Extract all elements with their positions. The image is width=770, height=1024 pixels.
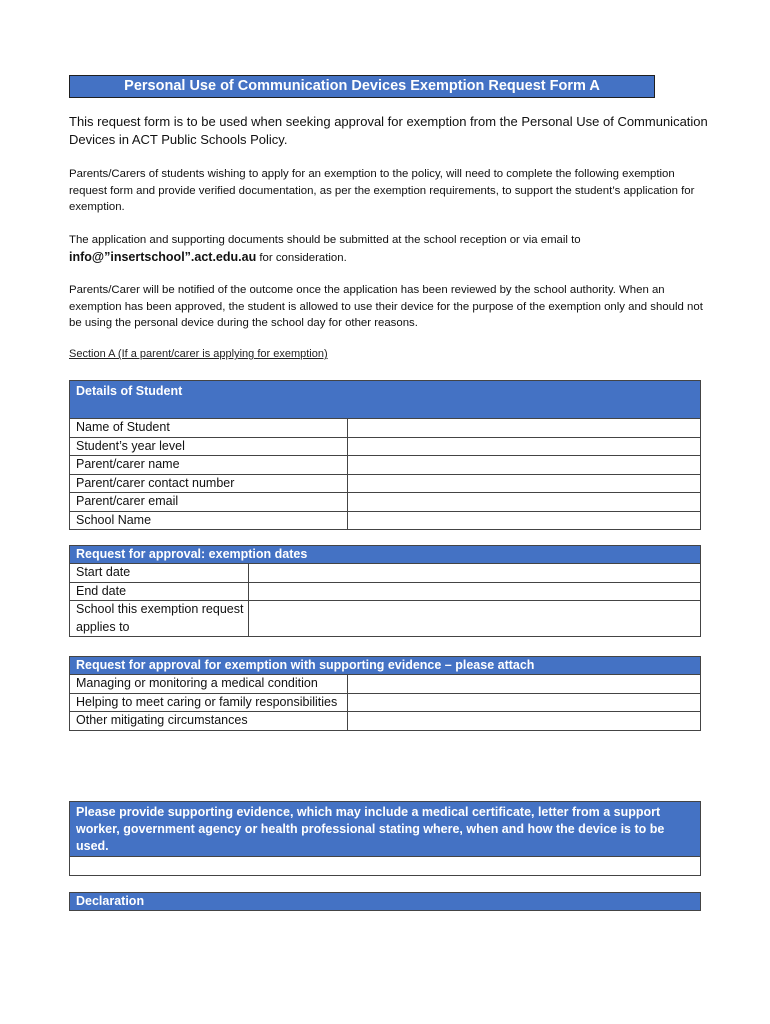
- section-a-heading: Section A (If a parent/carer is applying for exemption): [69, 348, 328, 360]
- submit-text-end: for consideration.: [256, 251, 347, 264]
- school-name-input[interactable]: [348, 511, 701, 530]
- table-row: [70, 419, 701, 438]
- evidence-header: Request for approval for exemption with supporting evidence – please attach: [70, 657, 701, 675]
- school-exemption-input[interactable]: [249, 601, 701, 637]
- caring-responsibilities-input[interactable]: [348, 693, 701, 712]
- field-label: Parent/carer contact number: [70, 474, 348, 493]
- field-label: End date: [70, 582, 249, 601]
- year-level-input[interactable]: [348, 437, 701, 456]
- parents-paragraph: Parents/Carers of students wishing to apply for an exemption to the policy, will need to complete the following exemption request form and provide verified documentation, as per the exemption requirements, to support the student’s application for exemption.: [69, 168, 695, 213]
- supporting-evidence-table: [69, 801, 701, 876]
- page-title: Personal Use of Communication Devices Exemption Request Form A: [69, 75, 655, 98]
- table-row: [70, 582, 701, 601]
- field-label: Managing or monitoring a medical condition: [70, 675, 348, 694]
- student-name-input[interactable]: [348, 419, 701, 438]
- field-label: Other mitigating circumstances: [70, 712, 348, 731]
- student-details-table: [69, 380, 701, 530]
- declaration-header: Declaration: [70, 893, 701, 911]
- table-row: [70, 493, 701, 512]
- submit-email: info@”insertschool”.act.edu.au: [69, 249, 257, 264]
- parent-name-input[interactable]: [348, 456, 701, 475]
- student-details-header: Details of Student: [70, 381, 701, 419]
- exemption-dates-header: Request for approval: exemption dates: [70, 546, 701, 564]
- table-row: [70, 474, 701, 493]
- end-date-input[interactable]: [249, 582, 701, 601]
- table-row: [70, 675, 701, 694]
- table-row: [70, 712, 701, 731]
- other-circumstances-input[interactable]: [348, 712, 701, 731]
- notify-paragraph: Parents/Carer will be notified of the outcome once the application has been reviewed by the school authority. When an exemption has been approved, the student is allowed to use their device for the purpose of the exemption only and should not be using the personal device during the school day for other reasons.: [69, 284, 703, 329]
- submit-text: The application and supporting documents should be submitted at the school reception or via email to: [69, 234, 581, 246]
- supporting-evidence-header: Please provide supporting evidence, which may include a medical certificate, letter from a support worker, government agency or health professional stating where, when and how the device is to be used.: [70, 802, 701, 857]
- parent-email-input[interactable]: [348, 493, 701, 512]
- table-row: [70, 437, 701, 456]
- field-label: Parent/carer email: [70, 493, 348, 512]
- exemption-dates-table: [69, 545, 701, 637]
- field-label: Helping to meet caring or family responsibilities: [70, 693, 348, 712]
- field-label: Name of Student: [70, 419, 348, 438]
- declaration-table: [69, 892, 701, 911]
- intro-paragraph: This request form is to be used when seeking approval for exemption from the Personal Use of Communication Devices in ACT Public Schools Policy.: [69, 114, 708, 147]
- start-date-input[interactable]: [249, 564, 701, 583]
- field-label: School Name: [70, 511, 348, 530]
- field-label: Student’s year level: [70, 437, 348, 456]
- field-label: Parent/carer name: [70, 456, 348, 475]
- medical-condition-input[interactable]: [348, 675, 701, 694]
- contact-number-input[interactable]: [348, 474, 701, 493]
- table-row: [70, 564, 701, 583]
- table-row: [70, 601, 701, 637]
- table-row: [70, 511, 701, 530]
- evidence-table: [69, 656, 701, 731]
- supporting-evidence-input[interactable]: [70, 857, 701, 876]
- field-label: School this exemption request applies to: [70, 601, 249, 637]
- submit-paragraph: [69, 232, 709, 266]
- table-row: [70, 693, 701, 712]
- table-row: [70, 456, 701, 475]
- field-label: Start date: [70, 564, 249, 583]
